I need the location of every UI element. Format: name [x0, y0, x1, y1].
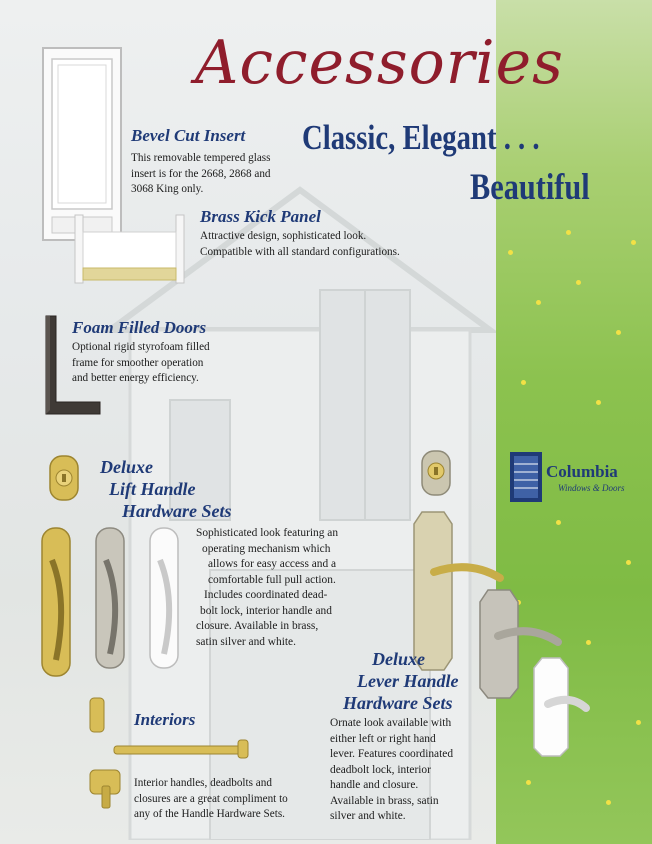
kick-panel-text: Attractive design, sophisticated look. Compatible with all standard configurations. [200, 230, 400, 258]
lift-deadbolt-image [46, 452, 82, 504]
lever-handle-heading-3: Hardware Sets [343, 693, 453, 713]
interiors-heading: Interiors [134, 710, 196, 729]
lift-handle-heading-3: Hardware Sets [122, 501, 232, 521]
foam-doors-text: Optional rigid styrofoam filled frame for smoother operation and better energy efficiency. [72, 341, 210, 384]
foam-doors-heading: Foam Filled Doors [72, 318, 207, 337]
kick-panel-image [72, 212, 190, 287]
lift-handle-heading-1: Deluxe [100, 457, 153, 477]
lift-handle-text: Sophisticated look featuring an operating mechanism which allows for easy access and a comfortable full pull action. Includes coordinated dead- bolt lock, interior handle and closure. Available in brass, satin silver and white. [196, 527, 339, 648]
lever-deadbolt-image [418, 447, 454, 499]
logo-subtitle: Windows & Doors [558, 483, 625, 493]
lever-handle-text: Ornate look available with either left or right hand lever. Features coordinated deadbolt lock, interior handle and closure. Available in brass, satin silver and white. [330, 717, 454, 822]
lever-handle-heading-2: Lever Handle [357, 671, 459, 691]
tagline-line-2: Beautiful [470, 167, 590, 208]
bevel-insert-heading: Bevel Cut Insert [131, 126, 246, 145]
columbia-logo [508, 450, 632, 504]
lever-handle-heading-1: Deluxe [372, 649, 425, 669]
tagline-line-1: Classic, Elegant . . . [302, 118, 540, 157]
window-logo-icon [508, 450, 544, 504]
page-title: Accessories [195, 28, 564, 98]
interiors-text: Interior handles, deadbolts and closures are a great compliment to any of the Handle Hardware Sets. [134, 777, 288, 820]
logo-name: Columbia [546, 462, 618, 481]
kick-panel-heading: Brass Kick Panel [200, 207, 321, 226]
lift-handle-sets-image [38, 520, 198, 680]
bevel-insert-text: This removable tempered glass insert is for the 2668, 2868 and 3068 King only. [131, 152, 271, 195]
lift-handle-heading-2: Lift Handle [109, 479, 196, 499]
